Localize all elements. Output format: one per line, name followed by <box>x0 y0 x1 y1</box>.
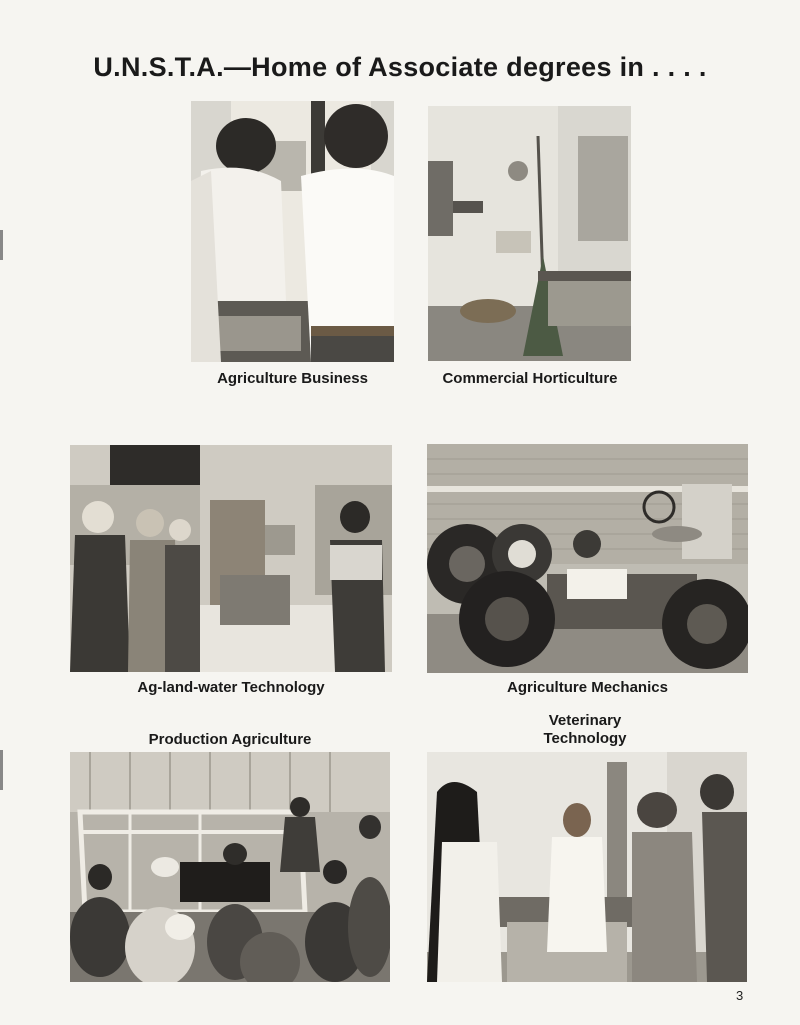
caption-agriculture-mechanics: Agriculture Mechanics <box>507 679 668 696</box>
photo-agriculture-business <box>191 101 394 362</box>
page-edge-mark <box>0 750 3 790</box>
page-number: 3 <box>736 988 744 1003</box>
caption-line-2: Technology <box>543 730 627 747</box>
caption-agriculture-business: Agriculture Business <box>217 370 368 387</box>
photo-veterinary-technology <box>427 752 747 982</box>
page-edge-mark <box>0 230 3 260</box>
photo-commercial-horticulture <box>428 106 631 361</box>
caption-veterinary-technology <box>480 712 690 748</box>
caption-ag-land-water-technology: Ag-land-water Technology <box>137 679 325 696</box>
caption-commercial-horticulture: Commercial Horticulture <box>442 370 618 387</box>
photo-ag-land-water-technology <box>70 445 392 672</box>
photo-agriculture-mechanics <box>427 444 748 673</box>
caption-production-agriculture: Production Agriculture <box>148 731 312 748</box>
caption-line-1: Veterinary <box>548 712 622 729</box>
photo-production-agriculture <box>70 752 390 982</box>
page-title: U.N.S.T.A.—Home of Associate degrees in . . . . <box>93 52 707 82</box>
